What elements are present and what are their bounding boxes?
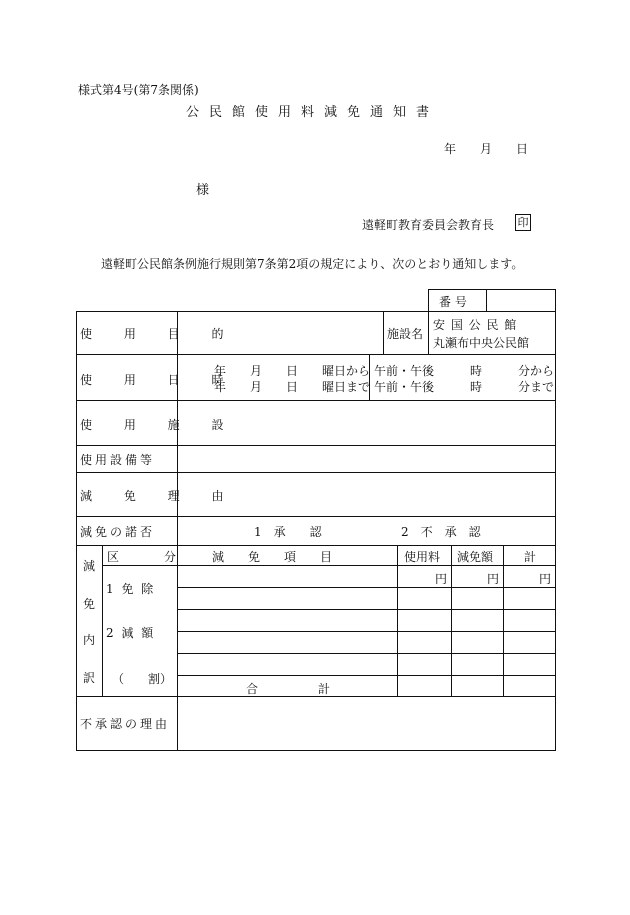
total-header: 計	[524, 550, 537, 564]
notice-body-text: 遠軽町公民館条例施行規則第7条第2項の規定により、次のとおり通知します。	[101, 257, 524, 271]
category-header-left: 区	[107, 550, 120, 564]
seal-mark: 印	[515, 214, 531, 231]
disapproval-reason-field[interactable]	[178, 697, 555, 750]
form-number: 様式第4号(第7条関係)	[78, 83, 199, 97]
notice-table	[76, 289, 556, 751]
datetime-to-time[interactable]: 午前・午後 時 分まで	[374, 380, 555, 394]
reason-field[interactable]	[178, 473, 555, 516]
facility-option-maruseppu[interactable]: 丸瀬布中央公民館	[433, 336, 530, 350]
reduction-label: 2 減 額	[106, 626, 156, 640]
sum-label: 合 計	[246, 682, 331, 696]
datetime-label: 使 用 日 時	[80, 373, 238, 387]
details-label-char-3: 内	[83, 633, 96, 647]
equipment-label: 使用設備等	[80, 453, 156, 467]
purpose-label: 使 用 目 的	[80, 327, 238, 341]
equipment-field[interactable]	[178, 446, 555, 472]
disapproval-reason-label: 不承認の理由	[80, 717, 171, 731]
reduction-yen-unit: 円	[487, 572, 500, 586]
total-yen-unit: 円	[539, 572, 552, 586]
item-header: 減 免 項 目	[212, 550, 333, 564]
date-year: 年	[444, 142, 457, 156]
reduction-percent-label: （ 割）	[112, 672, 173, 686]
approval-option-approved[interactable]: 1 承 認	[254, 525, 322, 539]
number-field[interactable]	[487, 290, 555, 311]
addressee-suffix: 様	[196, 183, 210, 198]
details-label-char-1: 減	[83, 559, 96, 573]
details-label-char-2: 免	[83, 597, 96, 611]
facility-name-label: 施設名	[387, 327, 424, 341]
details-label-char-4: 訳	[83, 671, 96, 685]
datetime-from-date[interactable]: 年 月 日 曜日から	[214, 364, 371, 378]
facility-use-field[interactable]	[178, 401, 555, 445]
reason-label: 減 免 理 由	[80, 489, 238, 503]
approval-label: 減免の諾否	[80, 525, 156, 539]
issuer-name: 遠軽町教育委員会教育長	[362, 218, 495, 232]
fee-header: 使用料	[404, 550, 441, 564]
datetime-from-time[interactable]: 午前・午後 時 分から	[374, 364, 555, 378]
number-label: 番 号	[439, 295, 467, 309]
datetime-to-date[interactable]: 年 月 日 曜日まで	[214, 380, 371, 394]
approval-option-disapproved[interactable]: 2 不 承 認	[401, 525, 481, 539]
facility-use-label: 使 用 施 設	[80, 418, 238, 432]
fee-yen-unit: 円	[435, 572, 448, 586]
reduction-header: 減免額	[457, 550, 494, 564]
category-header-right: 分	[164, 550, 177, 564]
purpose-field[interactable]	[178, 312, 383, 354]
facility-option-yasukuni[interactable]: 安 国 公 民 館	[433, 318, 518, 332]
date-month: 月	[480, 142, 493, 156]
date-day: 日	[516, 142, 529, 156]
document-title: 公民館使用料減免通知書	[186, 105, 440, 120]
exemption-label: 1 免 除	[106, 582, 156, 596]
